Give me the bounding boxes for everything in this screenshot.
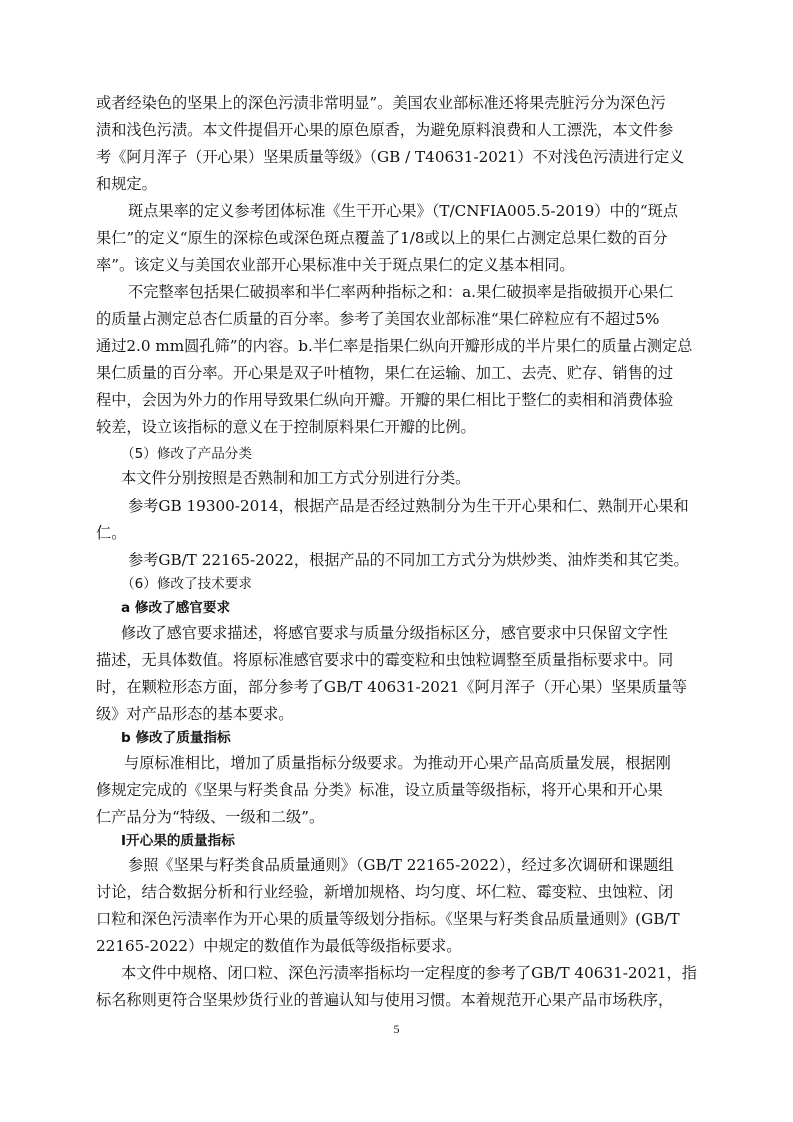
subheading-pistachio-quality-indicators: Ⅰ开心果的质量指标 [121, 833, 235, 849]
paragraph-line: 参考GB 19300-2014，根据产品是否经过熟制分为生干开心果和仁、熟制开心果和 [128, 497, 689, 515]
paragraph-line: 与原标准相比，增加了质量指标分级要求。为推动开心果产品高质量发展，根据刚 [124, 754, 671, 772]
paragraph-line: 标名称则更符合坚果炒货行业的普遍认知与使用习惯。本着规范开心果产品市场秩序， [96, 991, 674, 1009]
paragraph-line: 口粒和深色污渍率作为开心果的质量等级划分指标。《坚果与籽类食品质量通则》(GB/T [96, 910, 680, 928]
paragraph-line: 或者经染色的坚果上的深色污渍非常明显”。美国农业部标准还将果壳脏污分为深色污 [96, 94, 666, 112]
paragraph-line: 果仁质量的百分率。开心果是双子叶植物，果仁在运输、加工、去壳、贮存、销售的过 [96, 364, 674, 382]
page-number: 5 [393, 1022, 400, 1036]
paragraph-line: 程中，会因为外力的作用导致果仁纵向开瓣。开瓣的果仁相比于整仁的卖相和消费体验 [96, 391, 674, 409]
paragraph-line: 本文件中规格、闭口粒、深色污渍率指标均一定程度的参考了GB/T 40631-2021，指 [121, 964, 697, 982]
section-heading-technical-requirements: （6）修改了技术要求 [121, 576, 252, 592]
paragraph-line: 的质量占测定总杏仁质量的百分率。参考了美国农业部标准“果仁碎粒应有不超过5% [96, 310, 660, 328]
section-heading-product-classification: （5）修改了产品分类 [121, 446, 252, 462]
paragraph-line: 描述，无具体数值。将原标准感官要求中的霉变粒和虫蚀粒调整至质量指标要求中。同 [96, 651, 674, 669]
paragraph-line: 果仁”的定义“原生的深棕色或深色斑点覆盖了1/8或以上的果仁占测定总果仁数的百分 [96, 229, 668, 247]
paragraph-line: 参考GB/T 22165-2022，根据产品的不同加工方式分为烘炒类、油炸类和其它类。 [128, 551, 689, 569]
paragraph-line: 仁产品分为“特级、一级和二级”。 [96, 808, 325, 826]
paragraph-line: 时，在颗粒形态方面，部分参考了GB/T 40631-2021《阿月浑子（开心果）坚果质量等 [96, 678, 688, 696]
paragraph-line: 22165-2022）中规定的数值作为最低等级指标要求。 [96, 937, 462, 955]
subheading-sensory-requirements: a 修改了感官要求 [121, 600, 231, 616]
paragraph-line: 级》对产品形态的基本要求。 [96, 705, 294, 723]
paragraph-line: 本文件分别按照是否熟制和加工方式分别进行分类。 [121, 469, 471, 487]
paragraph-line: 仁。 [96, 524, 127, 542]
paragraph-line: 和规定。 [96, 175, 157, 193]
paragraph-line: 修规定完成的《坚果与籽类食品 分类》标准，设立质量等级指标，将开心果和开心果 [96, 781, 663, 799]
paragraph-line: 修改了感官要求描述，将感官要求与质量分级指标区分，感官要求中只保留文字性 [121, 624, 668, 642]
paragraph-line: 较差，设立该指标的意义在于控制原料果仁开瓣的比例。 [96, 418, 476, 436]
subheading-quality-indicators: b 修改了质量指标 [121, 730, 231, 746]
paragraph-line: 通过2.0 mm圆孔筛”的内容。b.半仁率是指果仁纵向开瓣形成的半片果仁的质量占测定总 [96, 337, 693, 355]
paragraph-line: 不完整率包括果仁破损率和半仁率两种指标之和：a.果仁破损率是指破损开心果仁 [128, 283, 674, 301]
paragraph-line: 考《阿月浑子（开心果）坚果质量等级》（GB / T40631-2021）不对浅色污渍进行定义 [96, 148, 685, 166]
paragraph-line: 渍和浅色污渍。本文件提倡开心果的原色原香，为避免原料浪费和人工漂洗，本文件参 [96, 121, 674, 139]
paragraph-line: 讨论，结合数据分析和行业经验，新增加规格、均匀度、坏仁粒、霉变粒、虫蚀粒、闭 [96, 883, 674, 901]
paragraph-line: 斑点果率的定义参考团体标准《生干开心果》（T/CNFIA005.5-2019）中的“斑点 [128, 202, 678, 220]
paragraph-line: 率”。该定义与美国农业部开心果标准中关于斑点果仁的定义基本相同。 [96, 256, 575, 274]
paragraph-line: 参照《坚果与籽类食品质量通则》（GB/T 22165-2022），经过多次调研和课题组 [128, 856, 674, 874]
